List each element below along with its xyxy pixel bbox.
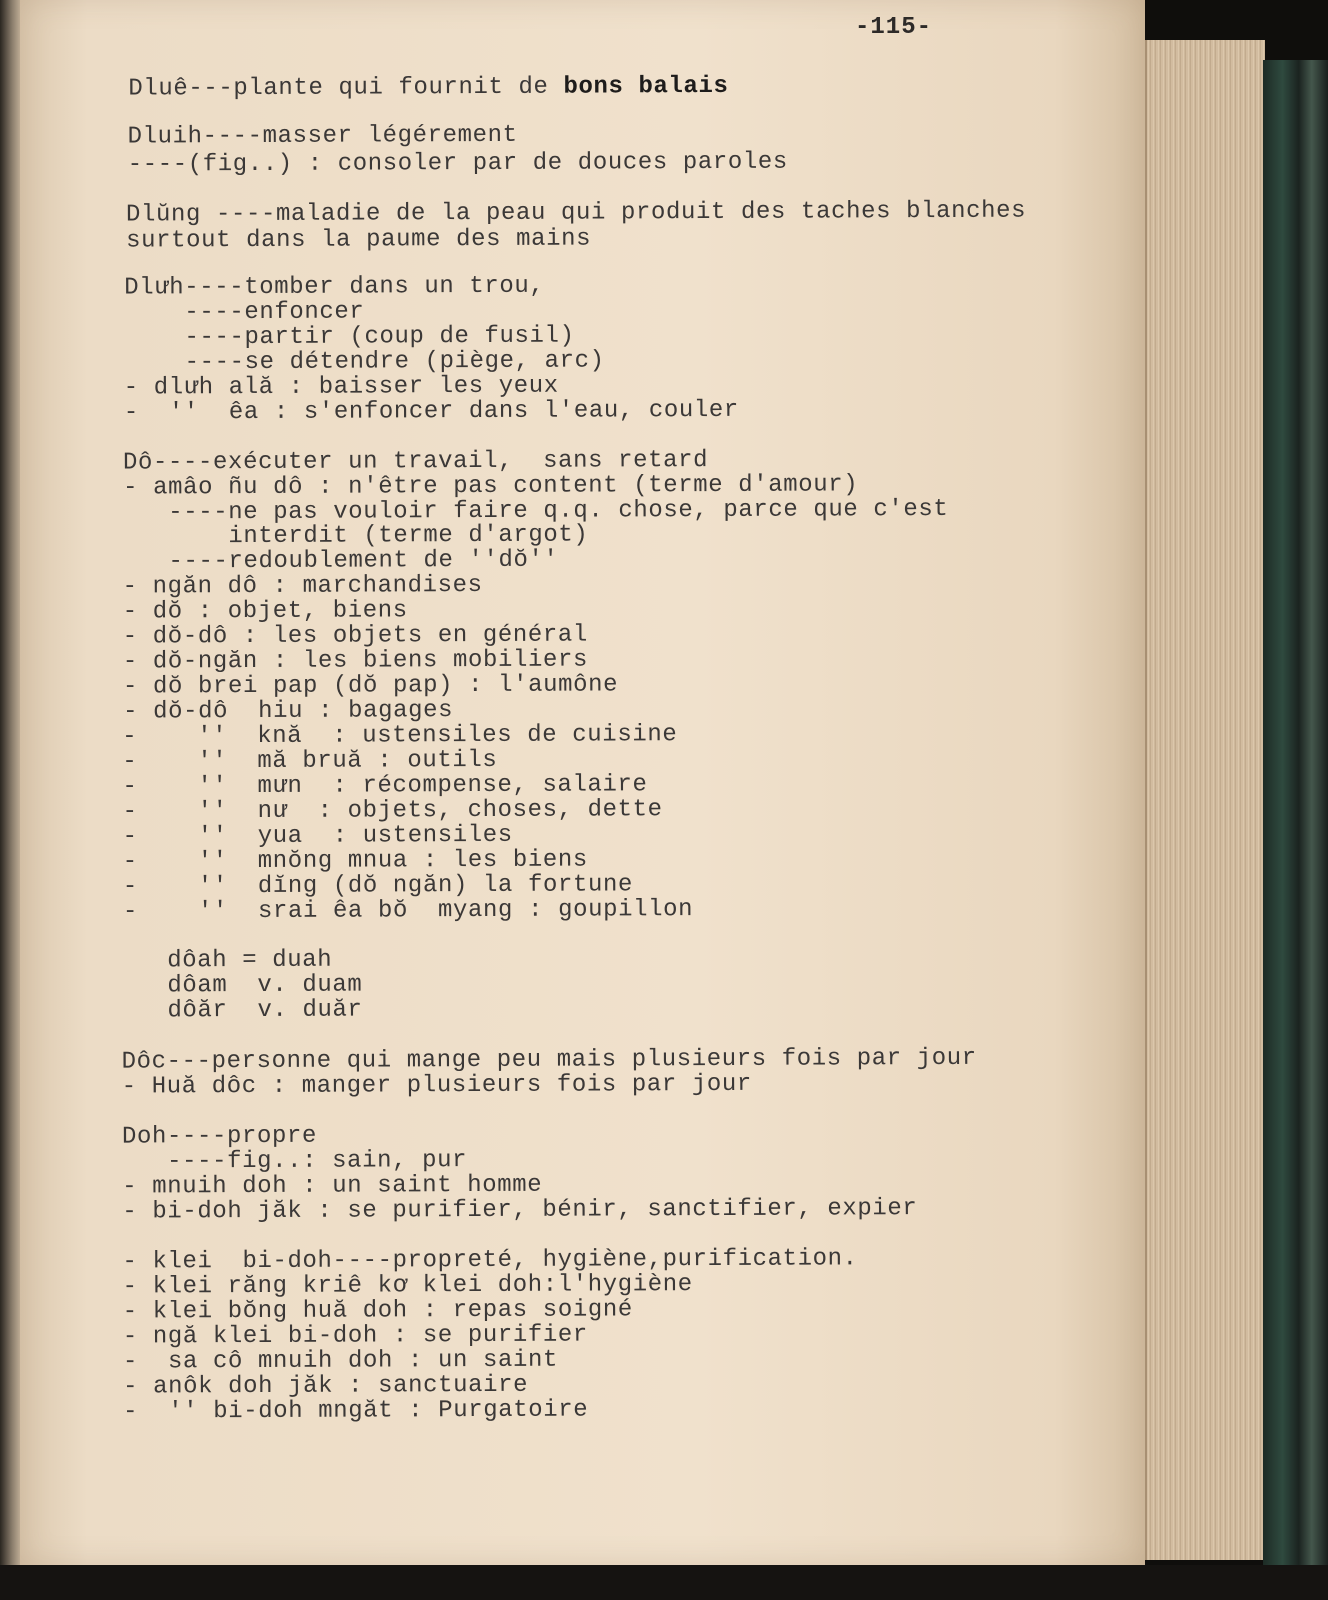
entry-doh-line-0: Doh----propre [121, 1122, 318, 1151]
entry-doh-line-9: - sa cô mnuih doh : un saint [122, 1346, 559, 1376]
entry-do-line-3: interdit (terme d'argot) [123, 521, 589, 551]
entry-do-line-9: - dŏ brei pap (dŏ pap) : l'aumône [122, 671, 619, 701]
entry-do-line-16: - '' mnŏng mnua : les biens [122, 846, 588, 876]
entry-do-line-18: - '' srai êa bŏ myang : goupillon [122, 896, 694, 926]
entry-doh-line-6: - klei răng kriê kơ klei doh:l'hygiène [122, 1271, 693, 1301]
book-gutter-edge [0, 0, 22, 1600]
entry-dlung-line-0: Dlŭng ----maladie de la peau qui produit des taches blanches [125, 197, 1027, 229]
entry-do-line-6: - dŏ : objet, biens [122, 597, 408, 626]
entry-dluh-line-5: - '' êa : s'enfoncer dans l'eau, couler [123, 396, 739, 427]
entry-do-line-8: - dŏ-ngăn : les biens mobiliers [122, 646, 589, 676]
entry-do-line-0: Dô----exécuter un travail, sans retard [122, 447, 709, 477]
entry-doh-line-8: - ngă klei bi-doh : se purifier [122, 1321, 588, 1351]
entry-do-line-1: - amâo ñu dô : n'être pas content (terme d'amour) [123, 471, 859, 502]
entry-doh-line-1: ----fig..: sain, pur [122, 1147, 468, 1176]
book-cover [1263, 60, 1328, 1565]
entry-do-line-12: - '' mă bruă : outils [122, 746, 498, 776]
entry-dlue-bold-phrase: bons balais [563, 72, 729, 101]
entry-dluih-line-0: Dluih----masser légérement [127, 121, 518, 151]
entry-doah-line-2: dôăr v. duăr [122, 996, 363, 1025]
entry-dluh-line-0: Dlưh----tomber dans un trou, [124, 272, 545, 302]
entry-doc-line-0: Dôc---personne qui mange peu mais plusieurs fois par jour [121, 1044, 977, 1076]
entry-do-line-2: ----ne pas vouloir faire q.q. chose, parce que c'est [123, 495, 949, 527]
entry-doh-line-10: - anôk doh jăk : sanctuaire [122, 1371, 529, 1401]
entry-do-line-14: - '' nư : objets, choses, dette [122, 796, 663, 826]
page-number: -115- [855, 14, 933, 41]
entry-do-line-11: - '' knă : ustensiles de cuisine [122, 721, 678, 751]
entry-dlung-line-1: surtout dans la paume des mains [125, 225, 592, 255]
entry-do-line-13: - '' mưn : récompense, salaire [122, 771, 648, 801]
entry-dluh-line-3: ----se détendre (piège, arc) [124, 347, 605, 377]
dictionary-text [20, 0, 1152, 1565]
entry-doh-line-5: - klei bi-doh----propreté, hygiène,purification. [122, 1245, 858, 1276]
entry-dluh-line-1: ----enfoncer [124, 298, 365, 327]
entry-do-line-4: ----redoublement de ''dŏ'' [123, 546, 559, 576]
entry-do-line-15: - '' yua : ustensiles [122, 821, 513, 851]
entry-do-line-10: - dŏ-dô hiu : bagages [123, 697, 454, 726]
entry-do-line-5: - ngăn dô : marchandises [122, 571, 483, 601]
book-bottom-shadow [0, 1565, 1328, 1600]
entry-do-line-7: - dŏ-dô : les objets en général [122, 621, 588, 651]
entry-doh-line-11: - '' bi-doh mngăt : Purgatoire [123, 1396, 589, 1426]
entry-doah-line-1: dôam v. duam [122, 971, 363, 1000]
book-page-edges [1145, 40, 1265, 1560]
book-page [20, 0, 1145, 1565]
entry-do-line-17: - '' dĭng (dŏ ngăn) la fortune [122, 871, 634, 901]
entry-doh-line-7: - klei bŏng huă doh : repas soigné [122, 1296, 633, 1326]
entry-dluh-line-4: - dlưh ală : baisser les yeux [123, 372, 559, 402]
entry-doh-line-2: - mnuih doh : un saint homme [122, 1171, 543, 1201]
entry-doh-line-3: - bi-doh jăk : se purifier, bénir, sanctifier, expier [122, 1195, 918, 1226]
entry-doc-line-1: - Huă dôc : manger plusieurs fois par jour [121, 1070, 752, 1101]
entry-dluh-line-2: ----partir (coup de fusil) [124, 322, 575, 352]
entry-dlue-line-0: Dluê---plante qui fournit de bons balais [128, 72, 729, 103]
entry-dluih-line-1: ----(fig..) : consoler par de douces paroles [127, 148, 788, 179]
entry-doah-line-0: dôah = duah [122, 946, 333, 975]
